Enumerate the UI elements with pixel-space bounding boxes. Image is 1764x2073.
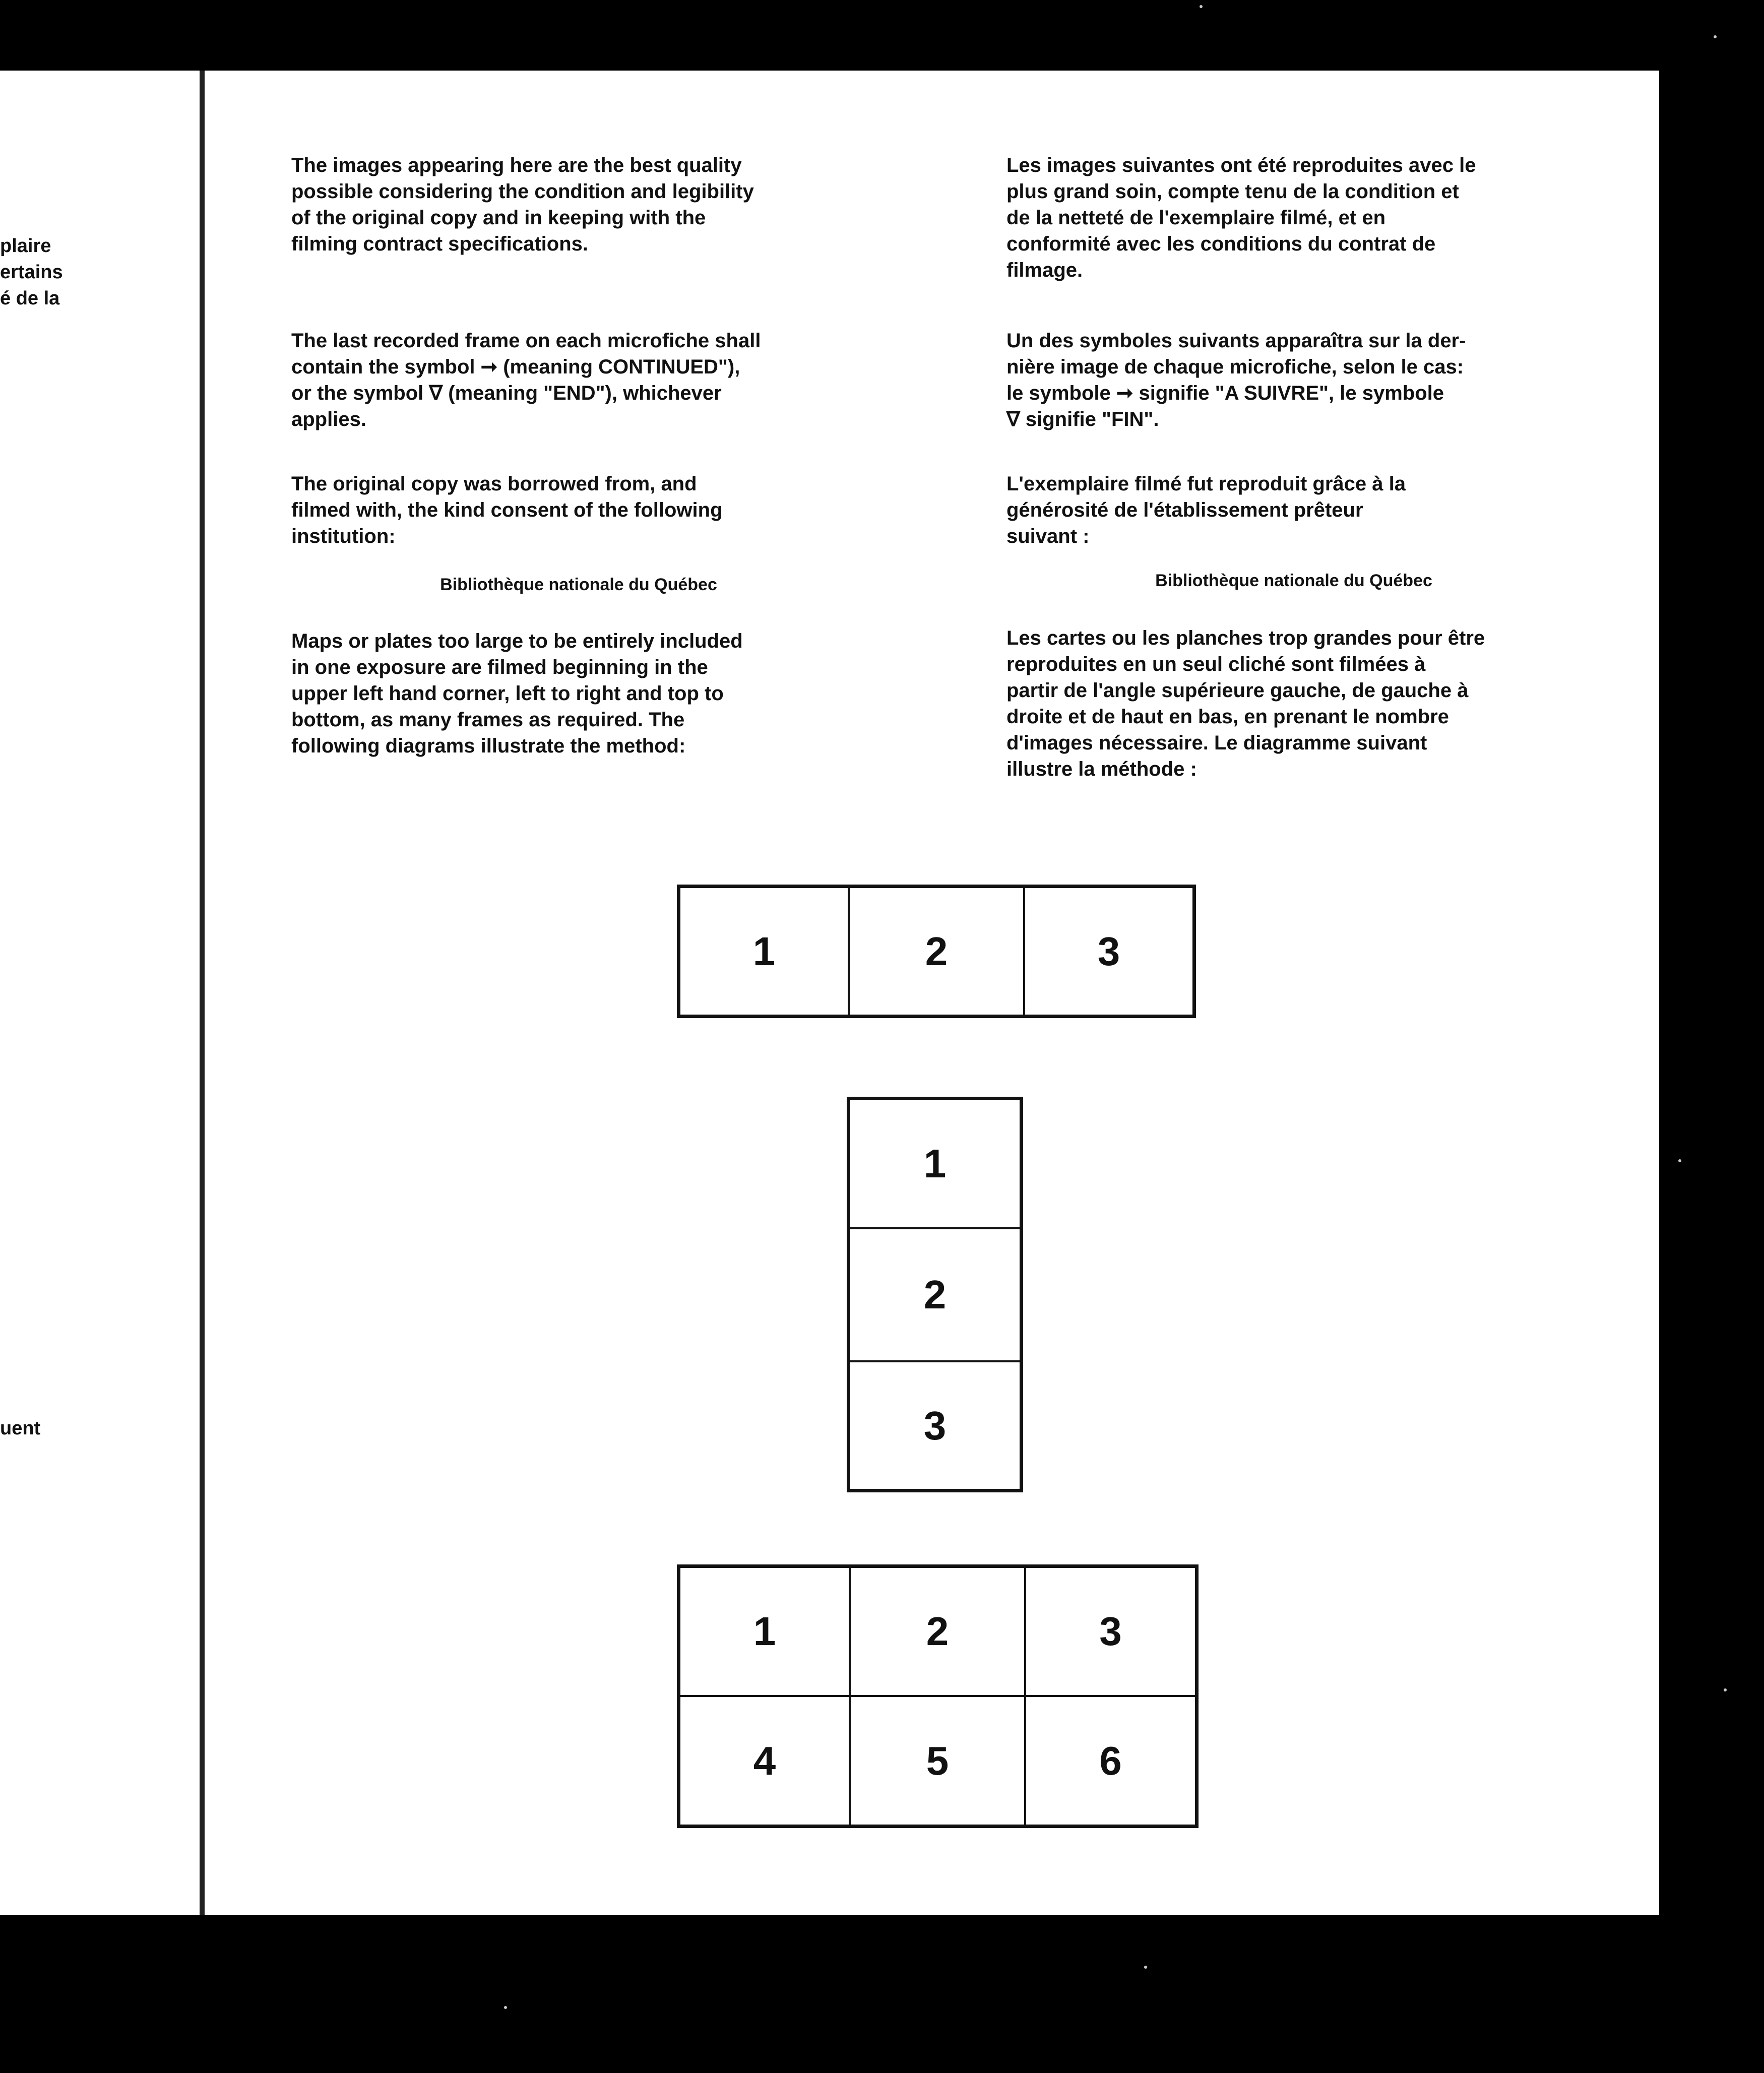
english-institution: Bibliothèque nationale du Québec [440,575,717,594]
english-symbol-paragraph: The last recorded frame on each microfiche shall contain the symbol ➞ (meaning CONTINUED"), or the symbol ∇ (meaning "END"), whichever applies. [291,330,761,430]
left-fragment: plaire [0,235,51,257]
frame-cell: 5 [850,1696,1025,1826]
frame-cell: 6 [1025,1696,1196,1826]
french-symbol-paragraph: Un des symboles suivants apparaîtra sur la der- nière image de chaque microfiche, selon le cas: le symbole ➞ signifie "A SUIVRE", le symbole ∇ signifie "FIN". [1006,330,1466,430]
scan-speck [1200,5,1203,8]
english-source-paragraph: The original copy was borrowed from, and filmed with, the kind consent of the following institution: [291,473,723,547]
column-diagram [847,1097,1023,1492]
frame-cell: 1 [679,887,849,1016]
frame-cell: 3 [849,1361,1021,1490]
frame-cell: 1 [679,1567,850,1696]
french-institution: Bibliothèque nationale du Québec [1155,571,1432,590]
frame-cell: 4 [679,1696,850,1826]
left-page-edge [0,71,200,1915]
grid-diagram [677,1564,1199,1828]
french-maps-paragraph: Les cartes ou les planches trop grandes pour être reproduites en un seul cliché sont filmées à partir de l'angle supérieure gauche, de gauche à droite et de haut en bas, en prenant le nombre d'images nécessaire. Le diagramme suivant illustre la méthode : [1006,627,1485,780]
french-source-paragraph: L'exemplaire filmé fut reproduit grâce à la générosité de l'établissement prêteur suivant : [1006,473,1406,547]
frame-cell: 3 [1024,887,1193,1016]
frame-cell: 1 [849,1099,1021,1228]
frame-cell: 2 [850,1567,1025,1696]
frame-cell: 3 [1025,1567,1196,1696]
scan-speck [504,2006,507,2009]
scan-speck [1678,1159,1681,1162]
frame-cell: 2 [849,1228,1021,1361]
french-quality-paragraph: Les images suivantes ont été reproduites avec le plus grand soin, compte tenu de la condition et de la netteté de l'exemplaire filmé, et en conformité avec les conditions du contrat de filmage. [1006,154,1476,281]
row-diagram [677,885,1196,1018]
page-fold [200,71,205,1915]
english-maps-paragraph: Maps or plates too large to be entirely included in one exposure are filmed beginning in the upper left hand corner, left to right and top to bottom, as many frames as required. The following diagrams illustrate the method: [291,630,743,757]
left-fragment: uent [0,1418,41,1439]
frame-cell: 2 [849,887,1024,1016]
scan-speck [1724,1688,1727,1691]
left-fragment: é de la [0,288,60,309]
scan-speck [1144,1966,1147,1969]
scan-speck [1714,35,1717,38]
left-fragment: ertains [0,262,63,283]
english-quality-paragraph: The images appearing here are the best quality possible considering the condition and legibility of the original copy and in keeping with the filming contract specifications. [291,154,754,255]
